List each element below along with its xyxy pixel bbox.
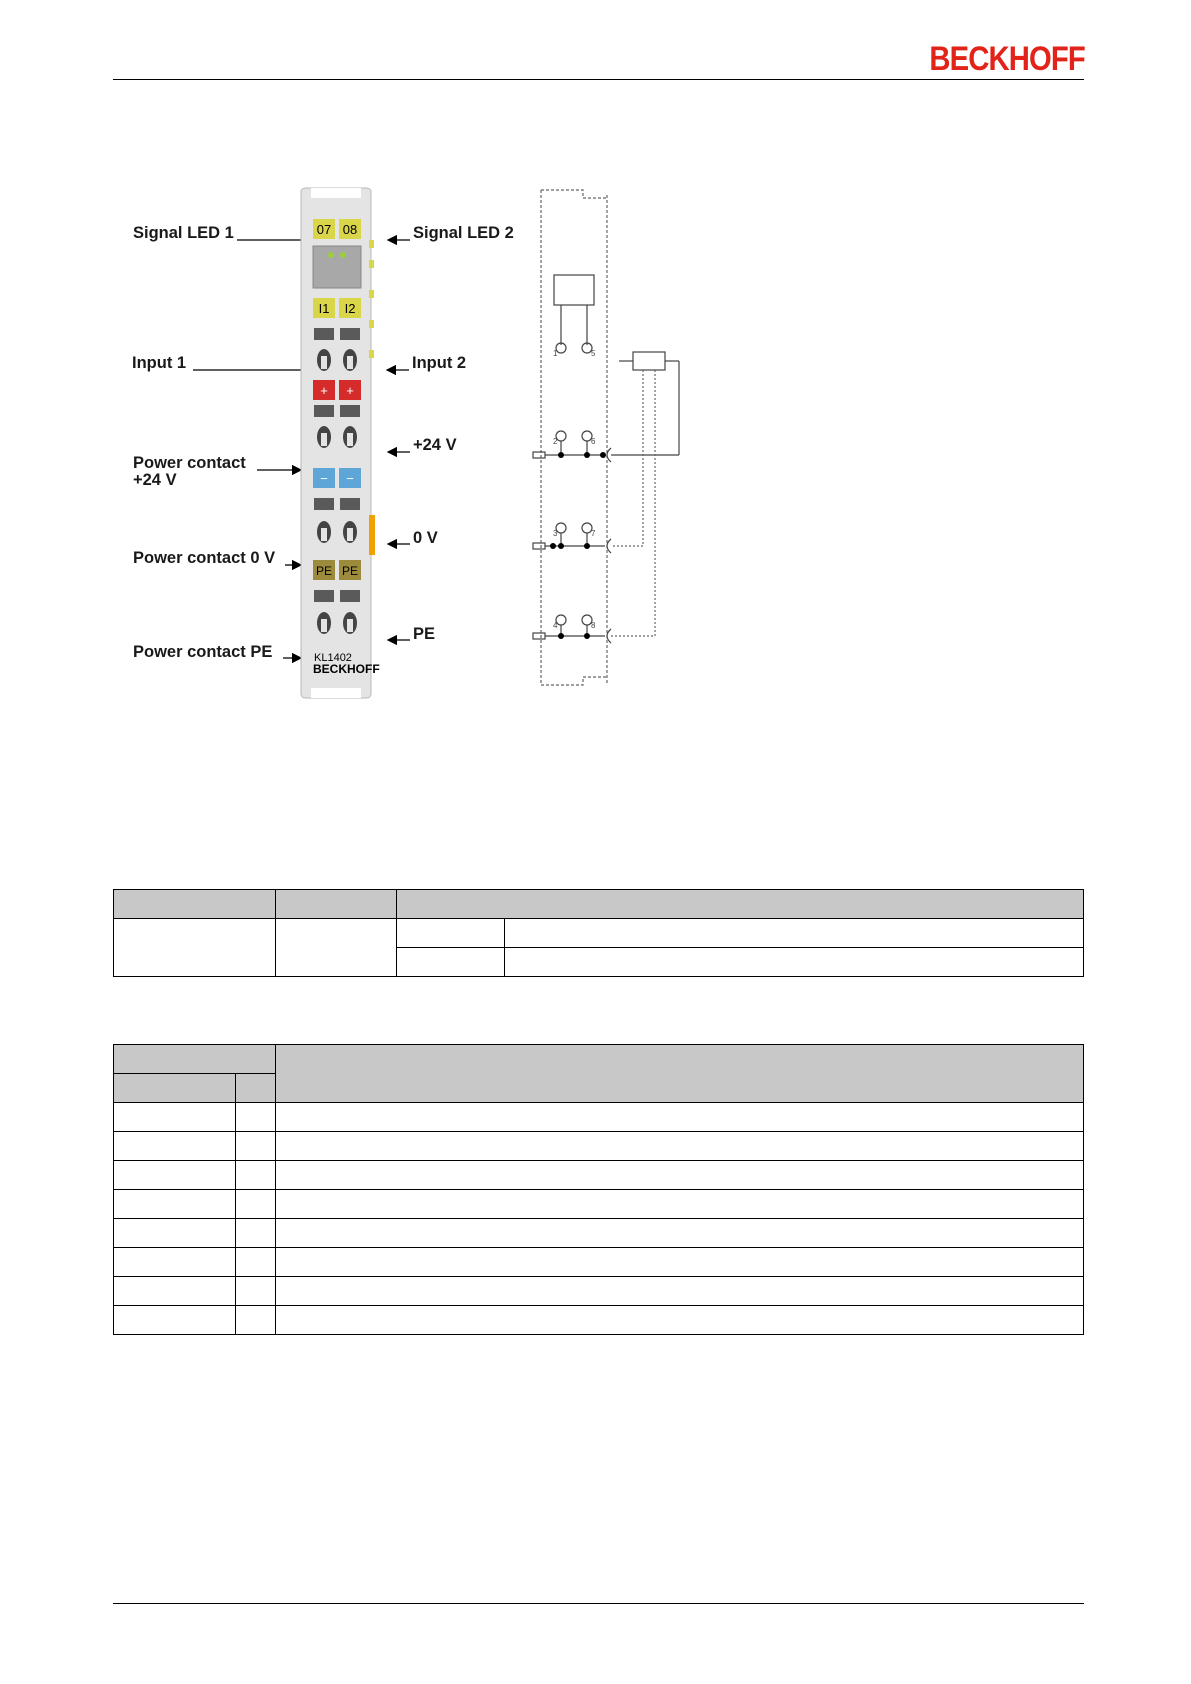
pin-table-header-cell <box>114 1045 276 1074</box>
label-signal-led-1: Signal LED 1 <box>133 224 234 242</box>
led-08-label: 08 <box>342 222 358 237</box>
pin-assignment-table <box>113 1044 1084 1335</box>
schematic-terminal-3: 3 <box>553 529 558 538</box>
led-table-cell <box>276 919 397 977</box>
pin-table-header-cell <box>236 1074 276 1103</box>
pin-table-row <box>114 1219 1084 1248</box>
minus-label-left: − <box>320 471 328 486</box>
plus-label-right: + <box>346 383 354 398</box>
led-table-cell <box>397 948 505 977</box>
led-table-header-cell <box>397 890 1084 919</box>
led-table-row <box>114 919 1084 948</box>
label-plus-24v: +24 V <box>413 436 457 454</box>
terminal-drawing <box>113 180 713 720</box>
input-i1-label: I1 <box>318 301 330 316</box>
led-07-label: 07 <box>316 222 332 237</box>
pin-table-row <box>114 1161 1084 1190</box>
schematic-terminal-8: 8 <box>591 621 596 630</box>
pe-label-left: PE <box>315 564 333 578</box>
label-power-contact-24v-line2: +24 V <box>133 471 177 489</box>
led-table <box>113 889 1084 977</box>
schematic-terminal-1: 1 <box>553 349 558 358</box>
label-pe: PE <box>413 625 436 643</box>
led-table-header-cell <box>114 890 276 919</box>
label-power-contact-0v: Power contact 0 V <box>133 549 276 567</box>
label-signal-led-2: Signal LED 2 <box>413 224 514 242</box>
pin-table-header-cell <box>114 1074 236 1103</box>
schematic-terminal-7: 7 <box>591 529 596 538</box>
led-table-cell <box>114 919 276 977</box>
kl1402-terminal <box>301 188 375 698</box>
schematic-terminal-6: 6 <box>591 437 596 446</box>
pin-table-row <box>114 1190 1084 1219</box>
led-table-cell <box>505 948 1084 977</box>
footer-rule <box>113 1603 1084 1604</box>
minus-label-right: − <box>346 471 354 486</box>
label-input-2: Input 2 <box>412 354 467 372</box>
input-i2-label: I2 <box>344 301 356 316</box>
pin-table-row <box>114 1277 1084 1306</box>
header-rule <box>113 79 1084 80</box>
pin-table-header <box>114 1045 1084 1074</box>
label-power-contact-24v: Power contact <box>133 454 246 472</box>
plus-label-left: + <box>320 383 328 398</box>
label-input-1: Input 1 <box>132 354 187 372</box>
pin-table-row <box>114 1306 1084 1335</box>
schematic-terminal-5: 5 <box>591 349 596 358</box>
terminal-brand: BECKHOFF <box>313 662 380 676</box>
label-0v: 0 V <box>413 529 438 547</box>
pin-table-header-cell <box>276 1045 1084 1103</box>
brand-logo: BECKHOFF <box>929 40 1085 78</box>
pin-table-row <box>114 1132 1084 1161</box>
led-table-header-cell <box>276 890 397 919</box>
terminal-model: KL1402 <box>314 652 352 664</box>
kl1402-figure <box>113 180 713 720</box>
label-power-contact-pe: Power contact PE <box>133 643 273 661</box>
pin-table-row <box>114 1103 1084 1132</box>
schematic-terminal-4: 4 <box>553 621 558 630</box>
pe-label-right: PE <box>341 564 359 578</box>
led-table-cell <box>397 919 505 948</box>
pin-table-row <box>114 1248 1084 1277</box>
led-table-header <box>114 890 1084 919</box>
schematic-terminal-2: 2 <box>553 437 558 446</box>
led-table-cell <box>505 919 1084 948</box>
